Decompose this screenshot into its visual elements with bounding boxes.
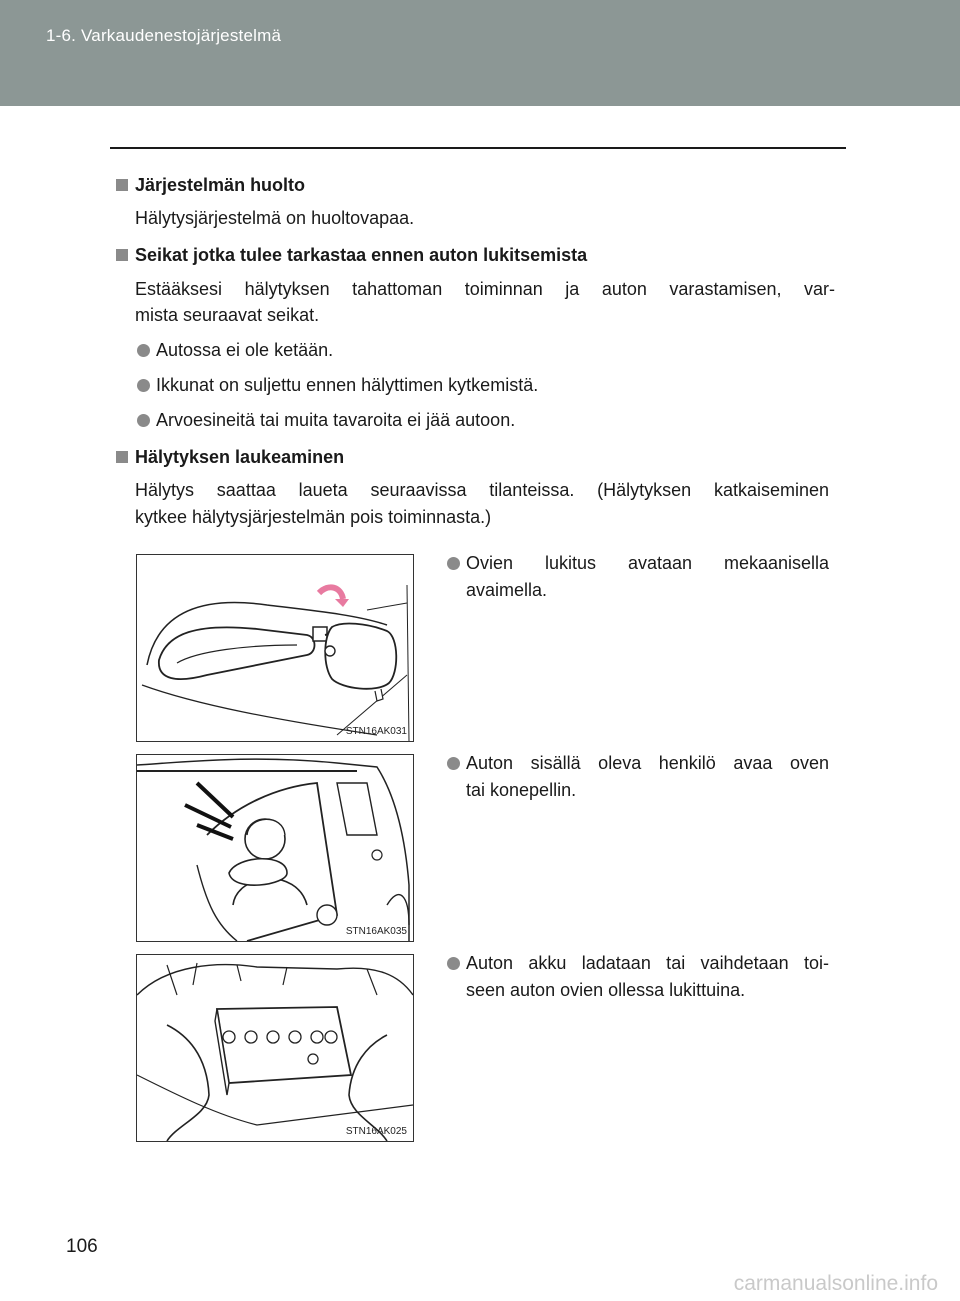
car-interior-illustration	[137, 755, 413, 941]
top-rule	[110, 147, 846, 149]
bullet-dot	[447, 957, 460, 970]
figure-caption-line1: Ovien lukitus avataan mekaanisella	[466, 553, 829, 573]
heading-maintenance: Järjestelmän huolto	[135, 175, 306, 195]
figure-code: STN16AK035	[345, 926, 407, 937]
bullet-dot	[447, 557, 460, 570]
battery-illustration	[137, 955, 413, 1141]
figure-code: STN16AK025	[345, 1126, 407, 1137]
page-header-band	[0, 0, 960, 106]
bullet-dot	[137, 344, 150, 357]
paragraph-checks-line2: mista seuraavat seikat.	[135, 305, 320, 325]
bullet-item: Ikkunat on suljettu ennen hälyttimen kytkemistä.	[156, 375, 539, 395]
paragraph-maintenance: Hälytysjärjestelmä on huoltovapaa.	[135, 208, 415, 228]
bullet-dot	[137, 414, 150, 427]
figure-caption-line1: Auton sisällä oleva henkilö avaa oven	[466, 753, 829, 773]
figure-caption-line1: Auton akku ladataan tai vaihdetaan toi-	[466, 953, 829, 973]
heading-checks: Seikat jotka tulee tarkastaa ennen auton lukitsemista	[135, 245, 588, 265]
figure-caption-line2: seen auton ovien ollessa lukittuina.	[466, 980, 746, 1000]
heading-marker	[116, 451, 128, 463]
figure-battery	[136, 954, 414, 1142]
paragraph-checks-line1: Estääksesi hälytyksen tahattoman toiminnan ja auton varastamisen, var-	[135, 279, 835, 299]
figure-door-key	[136, 554, 414, 742]
figure-caption-line2: avaimella.	[466, 580, 548, 600]
heading-marker	[116, 249, 128, 261]
heading-marker	[116, 179, 128, 191]
heading-triggering: Hälytyksen laukeaminen	[135, 447, 345, 467]
figure-caption-line2: tai konepellin.	[466, 780, 577, 800]
figure-person-in-car	[136, 754, 414, 942]
page-number: 106	[66, 1236, 98, 1257]
paragraph-triggering-line2: kytkee hälytysjärjestelmän pois toiminnasta.)	[135, 507, 492, 527]
bullet-item: Arvoesineitä tai muita tavaroita ei jää autoon.	[156, 410, 516, 430]
figure-code: STN16AK031	[345, 726, 407, 737]
bullet-dot	[137, 379, 150, 392]
watermark: carmanualsonline.info	[733, 1272, 938, 1295]
bullet-item: Autossa ei ole ketään.	[156, 340, 334, 360]
paragraph-triggering-line1: Hälytys saattaa laueta seuraavissa tilanteissa. (Hälytyksen katkaiseminen	[135, 480, 829, 500]
door-key-illustration	[137, 555, 413, 741]
section-title: 1-6. Varkaudenestojärjestelmä	[46, 26, 282, 45]
bullet-dot	[447, 757, 460, 770]
